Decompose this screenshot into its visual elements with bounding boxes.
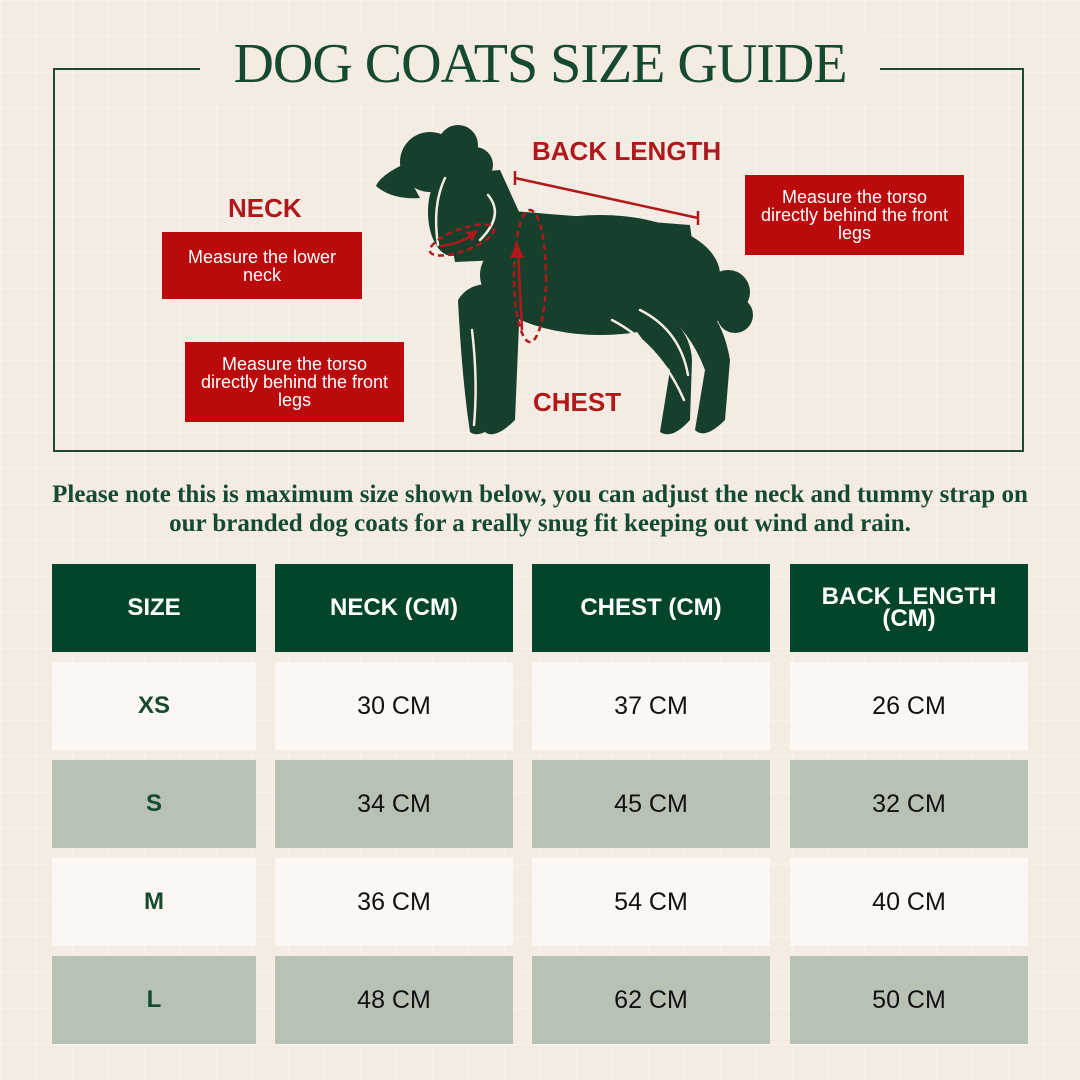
header-size: SIZE bbox=[52, 564, 256, 652]
header-neck: NECK (CM) bbox=[275, 564, 513, 652]
header-chest: CHEST (CM) bbox=[532, 564, 770, 652]
chest-label: CHEST bbox=[533, 387, 622, 417]
size-cell: L bbox=[52, 956, 256, 1044]
neck-cell: 30 CM bbox=[275, 662, 513, 750]
back-length-cell: 50 CM bbox=[790, 956, 1028, 1044]
header-back-length: BACK LENGTH (CM) bbox=[790, 564, 1028, 652]
sizing-note: Please note this is maximum size shown below, you can adjust the neck and tummy strap on our branded dog coats for a really snug fit keeping out wind and rain. bbox=[52, 481, 1028, 537]
neck-instruction-box bbox=[162, 232, 362, 299]
chest-cell: 54 CM bbox=[532, 858, 770, 946]
chest-instruction-text: Measure the torso directly behind the front legs bbox=[200, 354, 389, 410]
size-cell: M bbox=[52, 858, 256, 946]
back-length-label: BACK LENGTH bbox=[532, 136, 722, 166]
neck-label: NECK bbox=[228, 193, 302, 223]
neck-cell: 48 CM bbox=[275, 956, 513, 1044]
back-instruction-text: Measure the torso directly behind the front legs bbox=[760, 187, 949, 243]
chest-cell: 37 CM bbox=[532, 662, 770, 750]
chest-cell: 62 CM bbox=[532, 956, 770, 1044]
size-cell: S bbox=[52, 760, 256, 848]
back-instruction-box bbox=[745, 175, 964, 255]
neck-instruction-text: Measure the lower neck bbox=[187, 246, 337, 285]
back-length-cell: 32 CM bbox=[790, 760, 1028, 848]
page-title: DOG COATS SIZE GUIDE bbox=[200, 30, 880, 100]
poodle-silhouette-icon bbox=[360, 120, 760, 450]
size-cell: XS bbox=[52, 662, 256, 750]
neck-cell: 36 CM bbox=[275, 858, 513, 946]
neck-cell: 34 CM bbox=[275, 760, 513, 848]
back-length-cell: 40 CM bbox=[790, 858, 1028, 946]
chest-cell: 45 CM bbox=[532, 760, 770, 848]
back-length-cell: 26 CM bbox=[790, 662, 1028, 750]
